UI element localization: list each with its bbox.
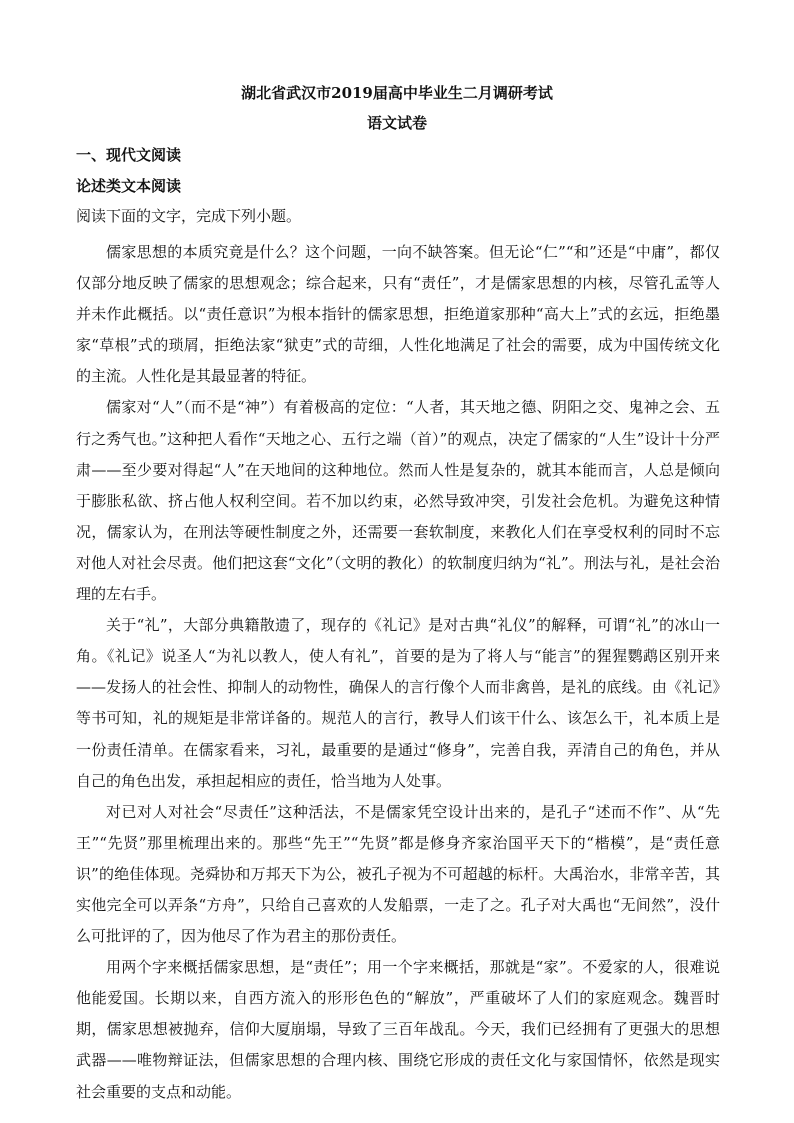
reading-instruction: 阅读下面的文字，完成下列小题。 (76, 207, 302, 225)
article-body (76, 237, 720, 1108)
section-heading: 一、现代文阅读 (76, 146, 182, 164)
subsection-heading: 论述类文本阅读 (76, 177, 182, 195)
exam-subtitle: 语文试卷 (366, 114, 427, 132)
article-paragraph: 儒家思想的本质究竟是什么？这个问题，一向不缺答案。但无论“仁”“和”还是“中庸”，都仅仅部分地反映了儒家的思想观念；综合起来，只有“责任”，才是儒家思想的内核，尽管孔孟等人并未作此概括。以“责任意识”为根本指针的儒家思想，拒绝道家那种“高大上”式的玄远，拒绝墨家“草根”式的琐屑，拒绝法家“狱吏”式的苛细，人性化地满足了社会的需要，成为中国传统文化的主流。人性化是其最显著的特征。 (76, 243, 720, 386)
article-paragraph: 关于“礼”，大部分典籍散遗了，现存的《礼记》是对古典“礼仪”的解释，可谓“礼”的冰山一角。《礼记》说圣人“为礼以教人，使人有礼”，首要的是为了将人与“能言”的猩猩鹦鹉区别开来——发扬人的社会性、抑制人的动物性，确保人的言行像个人而非禽兽，是礼的底线。由《礼记》等书可知，礼的规矩是非常详备的。规范人的言行，教导人们该干什么、该怎么干，礼本质上是一份责任清单。在儒家看来，习礼，最重要的是通过“修身”，完善自我，弄清自己的角色，并从自己的角色出发，承担起相应的责任，恰当地为人处事。 (76, 616, 720, 790)
article-paragraph: 儒家对“人”（而不是“神”）有着极高的定位：“人者，其天地之德、阴阳之交、鬼神之会、五行之秀气也。”这种把人看作“天地之心、五行之端（首）”的观点，决定了儒家的“人生”设计十分严肃——至少要对得起“人”在天地间的这种地位。然而人性是复杂的，就其本能而言，人总是倾向于膨胀私欲、挤占他人权利空间。若不加以约束，必然导致冲突，引发社会危机。为避免这种情况，儒家认为，在刑法等硬性制度之外，还需要一套软制度，来教化人们在享受权利的同时不忘对他人对社会尽责。他们把这套“文化”（文明的教化）的软制度归纳为“礼”。刑法与礼，是社会治理的左右手。 (76, 398, 720, 604)
article-paragraph: 用两个字来概括儒家思想，是“责任”；用一个字来概括，那就是“家”。不爱家的人，很难说他能爱国。长期以来，自西方流入的形形色色的“解放”，严重破坏了人们的家庭观念。魏晋时期，儒家思想被抛弃，信仰大厦崩塌，导致了三百年战乱。今天，我们已经拥有了更强大的思想武器——唯物辩证法，但儒家思想的合理内核、围绕它形成的责任文化与家国情怀，依然是现实社会重要的支点和动能。 (76, 958, 720, 1101)
exam-title: 湖北省武汉市2019届高中毕业生二月调研考试 (241, 84, 553, 102)
article-paragraph: 对已对人对社会“尽责任”这种活法，不是儒家凭空设计出来的，是孔子“述而不作”、从“先王”“先贤”那里梳理出来的。那些“先王”“先贤”都是修身齐家治国平天下的“楷模”，是“责任意识”的绝佳体现。尧舜协和万邦天下为公，被孔子视为不可超越的标杆。大禹治水，非常辛苦，其实他完全可以弄条“方舟”，只给自己喜欢的人发船票，一走了之。孔子对大禹也“无间然”，没什么可批评的了，因为他尽了作为君主的那份责任。 (76, 802, 720, 946)
